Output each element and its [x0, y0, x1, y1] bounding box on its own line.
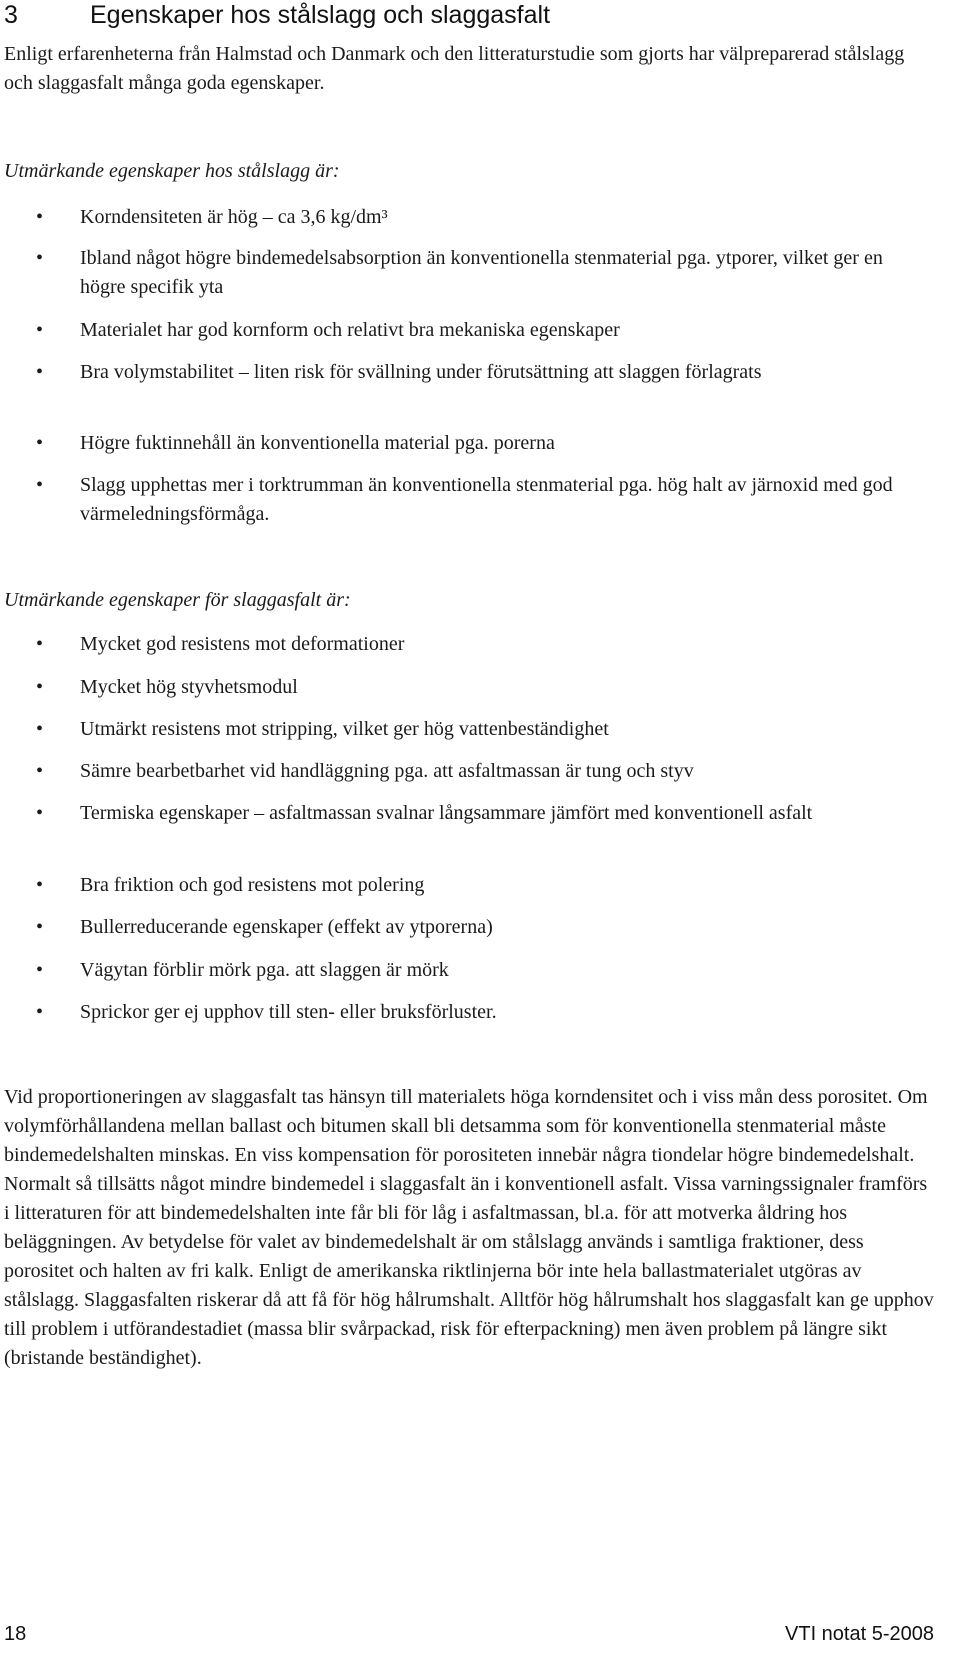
- intro-paragraph: Enligt erfarenheterna från Halmstad och Danmark och den litteraturstudie som gjorts har välpreparerad stålslagg och slaggasfalt många goda egenskaper.: [4, 43, 905, 94]
- bullet-icon: •: [36, 874, 44, 896]
- bullet-icon: •: [36, 1001, 44, 1023]
- bullet-icon: •: [36, 432, 44, 454]
- list-item: • Utmärkt resistens mot stripping, vilket ger hög vattenbeständighet: [36, 715, 931, 744]
- list-item: • Slagg upphettas mer i torktrumman än konventionella stenmaterial pga. hög halt av järnoxid med god värmeledningsförmåga.: [36, 471, 931, 529]
- bullet-icon: •: [36, 361, 44, 383]
- bullet-icon: •: [36, 802, 44, 824]
- list-item: • Vägytan förblir mörk pga. att slaggen är mörk: [36, 956, 931, 985]
- list-item: • Materialet har god kornform och relativt bra mekaniska egenskaper: [36, 316, 931, 345]
- list-item: • Termiska egenskaper – asfaltmassan svalnar långsammare jämfört med konventionell asfalt: [36, 799, 931, 828]
- list-item: • Bra friktion och god resistens mot polering: [36, 871, 931, 900]
- body-paragraph: Vid proportioneringen av slaggasfalt tas hänsyn till materialets höga korndensitet och i viss mån dess porositet. Om volymförhållandena mellan ballast och bitumen skall bli detsamma som för konventionella stenmaterial måste bindemedelshalten minskas. En viss kompensation för porositeten innebär några tiondelar högre bindemedelshalt. Normalt så tillsätts något mindre bindemedel i slaggasfalt än i konventionell asfalt. Vissa varningssignaler framförs i litteraturen för att bindemedelshalten inte får bli för låg i asfaltmassan, bl.a. för att motverka åldring hos beläggningen. Av betydelse för valet av bindemedelshalt är om stålslagg används i samtliga fraktioner, dess porositet och halten av fri kalk. Enligt de amerikanska riktlinjerna bör inte hela ballastmaterialet utgöras av stålslagg. Slaggasfalten riskerar då att få för hög hålrumshalt. Alltför hög hålrumshalt hos slaggasfalt kan ge upphov till problem i utförandestadiet (massa blir svårpackad, risk för efterpackning) men även problem på längre sikt (bristande beständighet).: [4, 1086, 934, 1369]
- bullet-icon: •: [36, 959, 44, 981]
- list-item: • Ibland något högre bindemedelsabsorption än konventionella stenmaterial pga. ytporer, vilket ger en högre specifik yta: [36, 244, 931, 302]
- chapter-title: Egenskaper hos stålslagg och slaggasfalt: [90, 1, 551, 29]
- chapter-heading: [4, 0, 550, 30]
- bullet-icon: •: [36, 319, 44, 341]
- list-item: • Bra volymstabilitet – liten risk för svällning under förutsättning att slaggen förlagrats: [36, 358, 931, 387]
- list-item: • Högre fuktinnehåll än konventionella material pga. porerna: [36, 429, 931, 458]
- bullet-icon: •: [36, 633, 44, 655]
- list-item: • Sprickor ger ej upphov till sten- eller bruksförluster.: [36, 998, 931, 1027]
- list-item: • Mycket god resistens mot deformationer: [36, 630, 931, 659]
- bullet-icon: •: [36, 718, 44, 740]
- chapter-number: 3: [4, 1, 18, 29]
- bullet-icon: •: [36, 474, 44, 496]
- list-item: • Bullerreducerande egenskaper (effekt av ytporerna): [36, 913, 931, 942]
- bullet-icon: •: [36, 247, 44, 269]
- steel-slag-heading: Utmärkande egenskaper hos stålslagg är:: [4, 160, 340, 182]
- bullet-icon: •: [36, 206, 44, 228]
- list-item: • Sämre bearbetbarhet vid handläggning pga. att asfaltmassan är tung och styv: [36, 757, 931, 786]
- publication-label: VTI notat 5-2008: [785, 1623, 934, 1645]
- bullet-icon: •: [36, 916, 44, 938]
- bullet-icon: •: [36, 760, 44, 782]
- list-item: • Mycket hög styvhetsmodul: [36, 673, 931, 702]
- bullet-icon: •: [36, 676, 44, 698]
- slag-asphalt-heading: Utmärkande egenskaper för slaggasfalt är:: [4, 589, 351, 611]
- list-item: • Korndensiteten är hög – ca 3,6 kg/dm³: [36, 203, 931, 232]
- page-number: 18: [4, 1623, 27, 1645]
